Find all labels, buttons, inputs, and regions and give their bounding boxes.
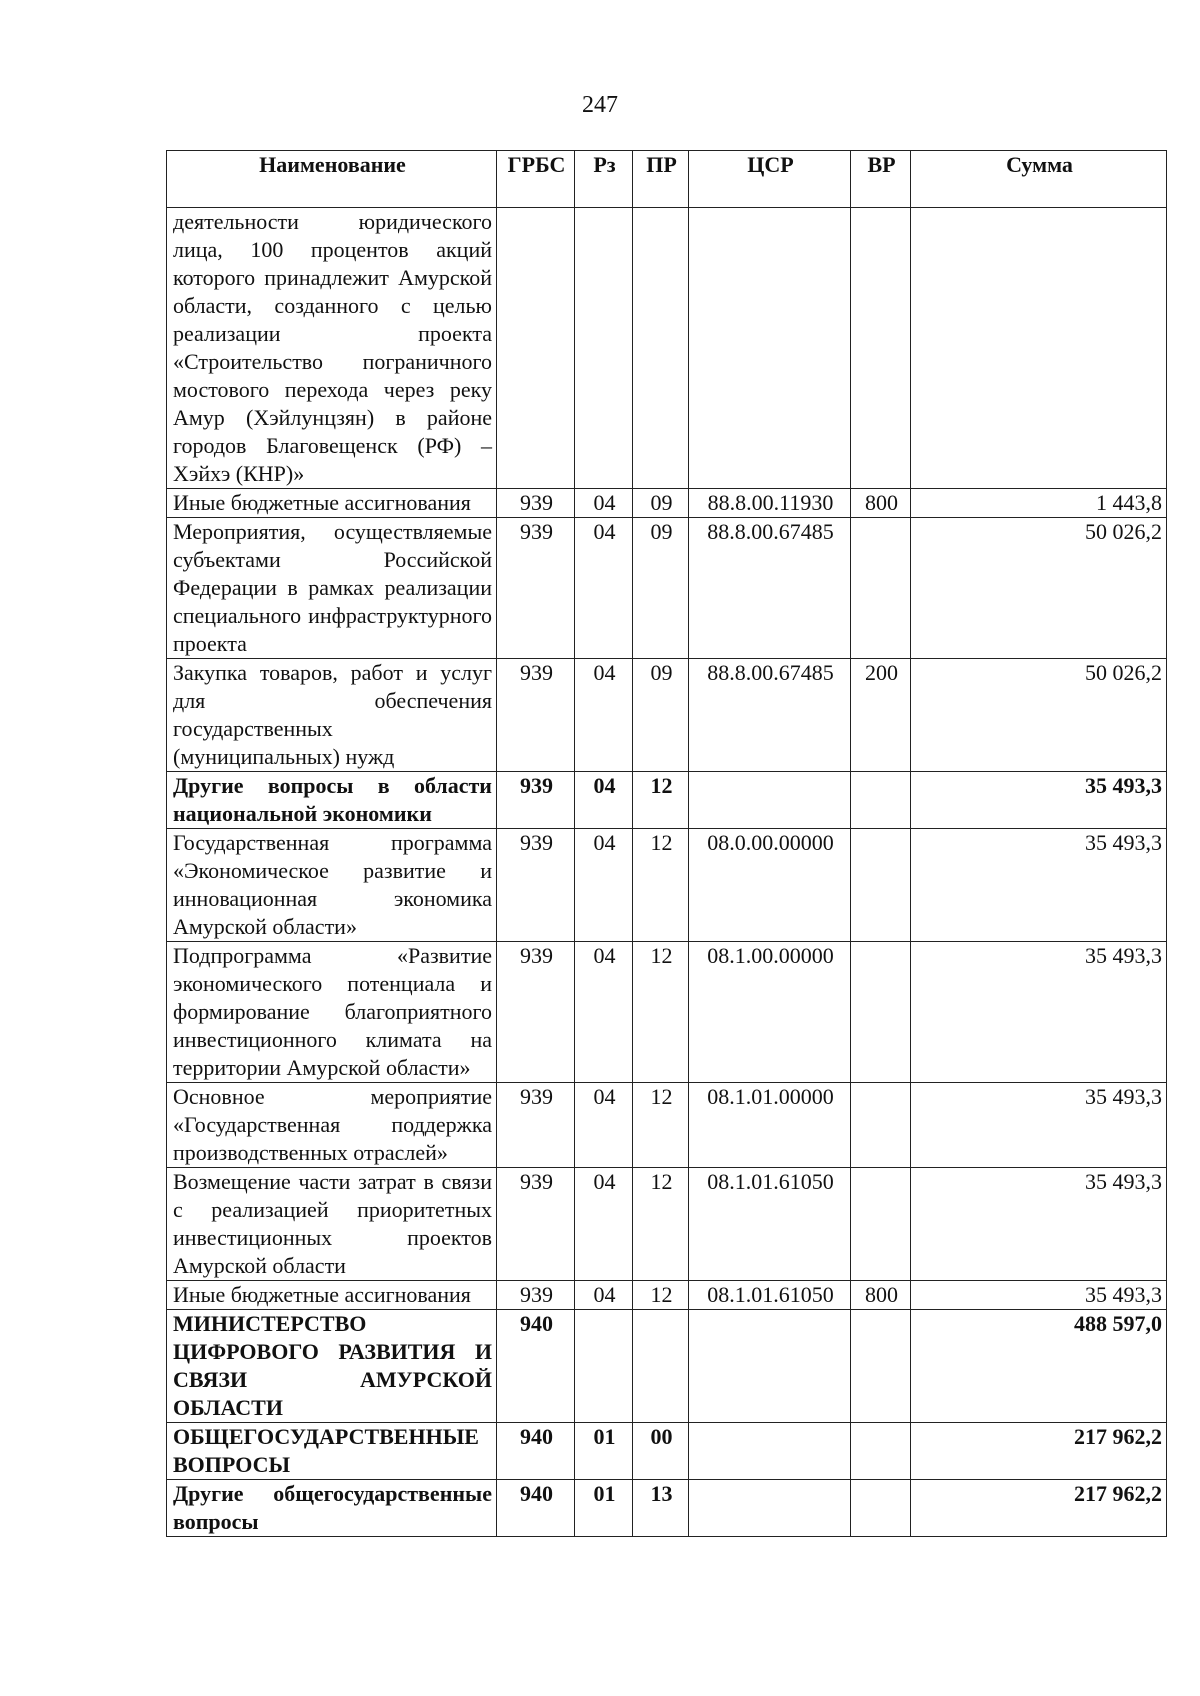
cell-vr [851,1083,911,1168]
cell-name: Закупка товаров, работ и услуг для обеспечения государственных (муниципальных) нужд [167,659,497,772]
cell-name: Подпрограмма «Развитие экономического потенциала и формирование благоприятного инвестиционного климата на территории Амурской области» [167,942,497,1083]
cell-vr [851,772,911,829]
cell-name: ОБЩЕГОСУДАРСТВЕННЫЕ ВОПРОСЫ [167,1423,497,1480]
cell-sum: 35 493,3 [911,942,1167,1083]
header-vr: ВР [851,151,911,208]
table-header-row [167,151,1167,208]
cell-rz: 04 [575,518,633,659]
cell-name: деятельности юридического лица, 100 процентов акций которого принадлежит Амурской области, созданного с целью реализации проекта «Строительство пограничного мостового перехода через реку Амур (Хэйлунцзян) в районе городов Благовещенск (РФ) – Хэйхэ (КНР)» [167,208,497,489]
header-pr: ПР [633,151,689,208]
cell-vr [851,208,911,489]
cell-name: Иные бюджетные ассигнования [167,489,497,518]
cell-pr: 12 [633,829,689,942]
cell-pr: 12 [633,1083,689,1168]
header-sum: Сумма [911,151,1167,208]
header-rz: Рз [575,151,633,208]
cell-pr: 12 [633,1281,689,1310]
cell-sum: 217 962,2 [911,1423,1167,1480]
cell-vr [851,518,911,659]
cell-rz: 01 [575,1423,633,1480]
cell-csr: 88.8.00.67485 [689,659,851,772]
cell-csr [689,1310,851,1423]
cell-rz: 04 [575,1281,633,1310]
cell-sum: 50 026,2 [911,659,1167,772]
cell-pr: 12 [633,1168,689,1281]
cell-rz [575,1310,633,1423]
cell-csr: 08.0.00.00000 [689,829,851,942]
cell-rz: 04 [575,489,633,518]
cell-sum: 35 493,3 [911,772,1167,829]
cell-pr: 09 [633,659,689,772]
cell-csr: 08.1.01.61050 [689,1168,851,1281]
cell-grbs: 939 [497,489,575,518]
cell-rz: 04 [575,772,633,829]
cell-csr: 88.8.00.67485 [689,518,851,659]
cell-sum: 50 026,2 [911,518,1167,659]
cell-sum: 1 443,8 [911,489,1167,518]
cell-csr [689,208,851,489]
header-name: Наименование [167,151,497,208]
table-row [167,208,1167,489]
table-row [167,1480,1167,1537]
budget-table [166,150,1167,1537]
cell-vr: 800 [851,489,911,518]
cell-rz: 04 [575,1083,633,1168]
cell-csr [689,1480,851,1537]
cell-csr [689,772,851,829]
cell-sum: 35 493,3 [911,1281,1167,1310]
cell-grbs: 939 [497,942,575,1083]
cell-csr [689,1423,851,1480]
table-row [167,1310,1167,1423]
cell-sum: 35 493,3 [911,829,1167,942]
cell-pr: 13 [633,1480,689,1537]
cell-sum: 35 493,3 [911,1083,1167,1168]
table-row [167,1083,1167,1168]
cell-rz: 01 [575,1480,633,1537]
cell-sum: 35 493,3 [911,1168,1167,1281]
table-row [167,772,1167,829]
cell-vr: 800 [851,1281,911,1310]
cell-csr: 08.1.01.00000 [689,1083,851,1168]
cell-vr [851,1480,911,1537]
cell-vr: 200 [851,659,911,772]
table-body [167,208,1167,1537]
cell-pr: 09 [633,518,689,659]
cell-grbs: 939 [497,1083,575,1168]
cell-csr: 88.8.00.11930 [689,489,851,518]
cell-grbs [497,208,575,489]
cell-vr [851,1168,911,1281]
cell-grbs: 940 [497,1310,575,1423]
cell-pr: 12 [633,942,689,1083]
cell-grbs: 940 [497,1480,575,1537]
cell-rz: 04 [575,942,633,1083]
cell-vr [851,829,911,942]
cell-name: Основное мероприятие «Государственная поддержка производственных отраслей» [167,1083,497,1168]
cell-grbs: 939 [497,518,575,659]
cell-grbs: 939 [497,772,575,829]
cell-vr [851,1310,911,1423]
cell-rz: 04 [575,829,633,942]
cell-name: Мероприятия, осуществляемые субъектами Российской Федерации в рамках реализации специального инфраструктурного проекта [167,518,497,659]
cell-sum: 488 597,0 [911,1310,1167,1423]
table-row [167,1281,1167,1310]
table-row [167,518,1167,659]
cell-vr [851,1423,911,1480]
cell-grbs: 939 [497,659,575,772]
cell-rz: 04 [575,1168,633,1281]
table-row [167,489,1167,518]
table-row [167,1423,1167,1480]
cell-vr [851,942,911,1083]
table-row [167,1168,1167,1281]
cell-grbs: 939 [497,1168,575,1281]
cell-name: Другие общегосударственные вопросы [167,1480,497,1537]
header-grbs: ГРБС [497,151,575,208]
cell-sum [911,208,1167,489]
cell-pr: 12 [633,772,689,829]
table-row [167,659,1167,772]
cell-csr: 08.1.01.61050 [689,1281,851,1310]
cell-name: Иные бюджетные ассигнования [167,1281,497,1310]
table-row [167,829,1167,942]
cell-grbs: 939 [497,829,575,942]
cell-name: Другие вопросы в области национальной экономики [167,772,497,829]
cell-csr: 08.1.00.00000 [689,942,851,1083]
cell-pr: 09 [633,489,689,518]
cell-grbs: 939 [497,1281,575,1310]
cell-name: МИНИСТЕРСТВО ЦИФРОВОГО РАЗВИТИЯ И СВЯЗИ АМУРСКОЙ ОБЛАСТИ [167,1310,497,1423]
header-csr: ЦСР [689,151,851,208]
cell-pr: 00 [633,1423,689,1480]
cell-sum: 217 962,2 [911,1480,1167,1537]
cell-rz: 04 [575,659,633,772]
page-number: 247 [582,92,618,118]
cell-name: Возмещение части затрат в связи с реализацией приоритетных инвестиционных проектов Амурской области [167,1168,497,1281]
cell-pr [633,208,689,489]
cell-rz [575,208,633,489]
cell-pr [633,1310,689,1423]
table-row [167,942,1167,1083]
cell-grbs: 940 [497,1423,575,1480]
cell-name: Государственная программа «Экономическое развитие и инновационная экономика Амурской области» [167,829,497,942]
